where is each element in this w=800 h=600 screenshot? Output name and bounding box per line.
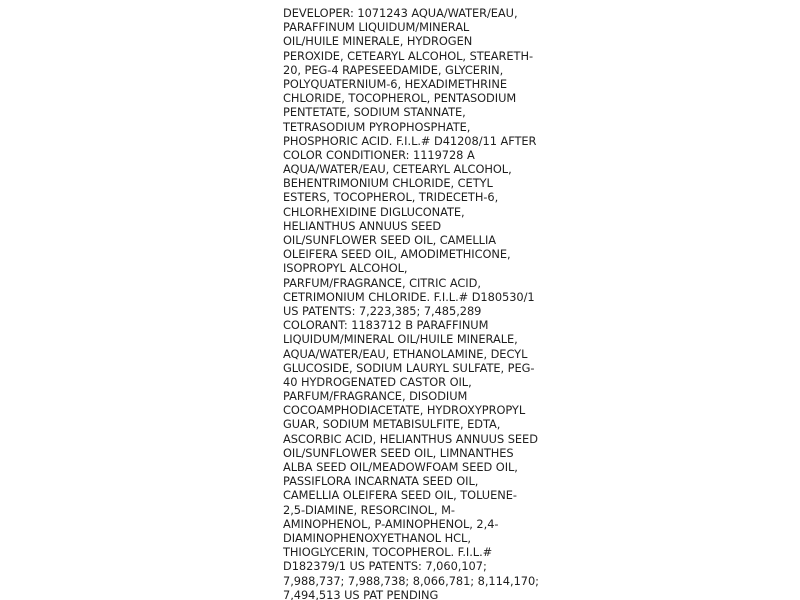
ingredients-line: CHLORHEXIDINE DIGLUCONATE, <box>283 204 465 219</box>
ingredients-line: OIL/SUNFLOWER SEED OIL, LIMNANTHES <box>283 445 514 460</box>
ingredients-line: CETRIMONIUM CHLORIDE. F.I.L.# D180530/1 <box>283 289 535 304</box>
ingredients-line: TETRASODIUM PYROPHOSPHATE, <box>283 119 471 134</box>
ingredients-line: 20, PEG-4 RAPESEEDAMIDE, GLYCERIN, <box>283 62 504 77</box>
ingredients-line: COLOR CONDITIONER: 1119728 A <box>283 147 475 162</box>
ingredients-line: PENTETATE, SODIUM STANNATE, <box>283 105 466 120</box>
ingredients-line: HELIANTHUS ANNUUS SEED <box>283 218 442 233</box>
ingredients-line: AQUA/WATER/EAU, CETEARYL ALCOHOL, <box>283 162 512 177</box>
ingredients-line: DEVELOPER: 1071243 AQUA/WATER/EAU, <box>283 6 518 20</box>
ingredients-line: OIL/SUNFLOWER SEED OIL, CAMELLIA <box>283 233 496 247</box>
ingredients-line: ESTERS, TOCOPHEROL, TRIDECETH-6, <box>283 190 499 205</box>
ingredients-line: PARFUM/FRAGRANCE, CITRIC ACID, <box>283 275 481 290</box>
ingredients-line: GLUCOSIDE, SODIUM LAURYL SULFATE, PEG- <box>283 360 535 375</box>
ingredients-line: D182379/1 US PATENTS: 7,060,107; <box>283 559 487 574</box>
ingredients-line: DIAMINOPHENOXYETHANOL HCL, <box>283 530 471 545</box>
ingredients-line: THIOGLYCERIN, TOCOPHEROL. F.I.L.# <box>283 545 493 560</box>
ingredients-line: 7,988,737; 7,988,738; 8,066,781; 8,114,170; <box>283 573 539 588</box>
ingredients-line: 40 HYDROGENATED CASTOR OIL, <box>283 374 472 389</box>
ingredients-line: CHLORIDE, TOCOPHEROL, PENTASODIUM <box>283 91 517 106</box>
ingredients-line: PHOSPHORIC ACID. F.I.L.# D41208/11 AFTER <box>283 133 537 148</box>
ingredients-line: ALBA SEED OIL/MEADOWFOAM SEED OIL, <box>283 460 518 474</box>
ingredients-line: ISOPROPYL ALCOHOL, <box>283 261 408 276</box>
ingredients-line: PEROXIDE, CETEARYL ALCOHOL, STEARETH- <box>283 48 534 63</box>
ingredients-line: 7,494,513 US PAT PENDING <box>283 587 439 600</box>
ingredients-line: US PATENTS: 7,223,385; 7,485,289 <box>283 303 482 318</box>
ingredients-line: OLEIFERA SEED OIL, AMODIMETHICONE, <box>283 247 511 262</box>
ingredients-line: OIL/HUILE MINERALE, HYDROGEN <box>283 34 473 49</box>
ingredients-line: ASCORBIC ACID, HELIANTHUS ANNUUS SEED <box>283 431 538 446</box>
ingredients-line: AMINOPHENOL, P-AMINOPHENOL, 2,4- <box>283 516 499 531</box>
ingredients-line: PARAFFINUM LIQUIDUM/MINERAL <box>283 20 470 35</box>
ingredients-line: CAMELLIA OLEIFERA SEED OIL, TOLUENE- <box>283 488 517 503</box>
ingredients-line: COLORANT: 1183712 B PARAFFINUM <box>283 318 489 333</box>
ingredients-line: AQUA/WATER/EAU, ETHANOLAMINE, DECYL <box>283 346 528 361</box>
ingredients-line: COCOAMPHODIACETATE, HYDROXYPROPYL <box>283 403 526 418</box>
ingredients-line: POLYQUATERNIUM-6, HEXADIMETHRINE <box>283 76 507 91</box>
ingredients-line: GUAR, SODIUM METABISULFITE, EDTA, <box>283 417 501 432</box>
ingredients-line: PASSIFLORA INCARNATA SEED OIL, <box>283 474 479 489</box>
ingredients-line: PARFUM/FRAGRANCE, DISODIUM <box>283 389 468 404</box>
ingredients-line: 2,5-DIAMINE, RESORCINOL, M- <box>283 502 455 517</box>
ingredients-text-block <box>283 6 539 600</box>
ingredients-line: LIQUIDUM/MINERAL OIL/HUILE MINERALE, <box>283 332 518 347</box>
ingredients-line: BEHENTRIMONIUM CHLORIDE, CETYL <box>283 176 493 191</box>
